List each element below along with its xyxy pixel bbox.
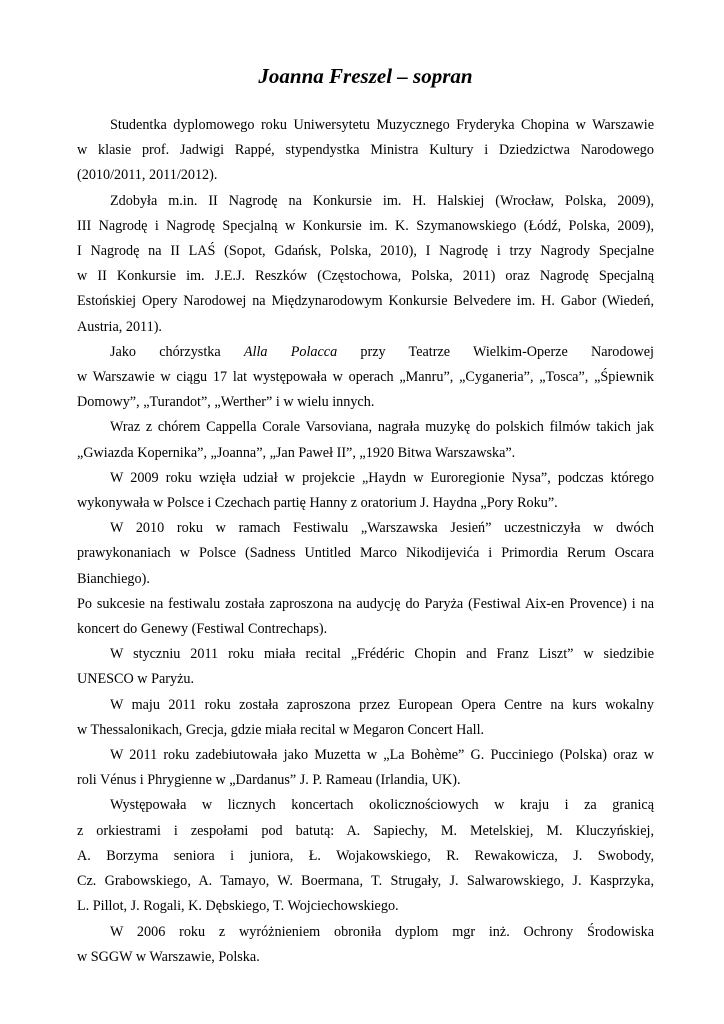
paragraph-paris-geneva xyxy=(77,592,654,642)
paragraph-line: Zdobyła m.in. II Nagrodę na Konkursie im. H. Halskiej (Wrocław, Polska, 2009), xyxy=(110,192,654,209)
paragraph-choir xyxy=(77,340,654,416)
paragraph-unesco xyxy=(77,642,654,692)
paragraph-line: W 2006 roku z wyróżnieniem obroniła dyplom mgr inż. Ochrony Środowiska xyxy=(110,923,654,940)
paragraph-line: Po sukcesie na festiwalu została zaproszona na audycję do Paryża (Festiwal Aix-en Provence) i na xyxy=(77,595,654,612)
paragraph-line: W 2011 roku zadebiutowała jako Muzetta w „La Bohème” G. Pucciniego (Polska) oraz w xyxy=(110,747,654,764)
paragraph-line: W 2009 roku wzięła udział w projekcie „Haydn w Euroregionie Nysa”, podczas którego xyxy=(110,469,654,486)
paragraph-line: roli Vénus i Phrygienne w „Dardanus” J. P. Rameau (Irlandia, UK). xyxy=(77,772,461,789)
paragraph-studies xyxy=(77,113,654,189)
paragraph-awards xyxy=(77,189,654,340)
paragraph-line: w Warszawie w ciągu 17 lat występowała w operach „Manru”, „Cyganeria”, „Tosca”, „Śpiewnik xyxy=(77,369,654,386)
paragraph-line: w klasie prof. Jadwigi Rappé, stypendystka Ministra Kultury i Dziedzictwa Narodowego xyxy=(77,142,654,159)
paragraph-line: Występowała w licznych koncertach okolicznościowych w kraju i za granicą xyxy=(110,797,654,814)
paragraph-line: Wraz z chórem Cappella Corale Varsoviana, nagrała muzykę do polskich filmów takich jak xyxy=(110,419,654,436)
paragraph-line: Estońskiej Opery Narodowej na Międzynarodowym Konkursie Belvedere im. H. Gabor (Wiedeń, xyxy=(77,293,654,310)
text-fragment: Jako chórzystka xyxy=(110,343,221,360)
paragraph-line: Cz. Grabowskiego, A. Tamayo, W. Boermana, T. Strugały, J. Salwarowskiego, J. Kasprzyka, xyxy=(77,873,654,890)
paragraph-diploma xyxy=(77,920,654,970)
paragraph-debut xyxy=(77,743,654,793)
paragraph-line: w Thessalonikach, Grecja, gdzie miała recital w Megaron Concert Hall. xyxy=(77,721,485,738)
paragraph-line: Bianchiego). xyxy=(77,570,150,587)
paragraph-line: L. Pillot, J. Rogali, K. Dębskiego, T. Wojciechowskiego. xyxy=(77,898,399,915)
paragraph-concerts xyxy=(77,793,654,919)
paragraph-line: W 2010 roku w ramach Festiwalu „Warszawska Jesień” uczestniczyła w dwóch xyxy=(110,520,654,537)
paragraph-line: koncert do Genewy (Festiwal Contrechaps). xyxy=(77,621,328,638)
paragraph-opera-centre xyxy=(77,693,654,743)
choir-name-italic: Alla Polacca xyxy=(243,343,338,360)
paragraph-line: prawykonaniach w Polsce (Sadness Untitled Marco Nikodijevića i Primordia Rerum Oscara xyxy=(77,545,654,562)
paragraph-line: A. Borzyma seniora i juniora, Ł. Wojakowskiego, R. Rewakowicza, J. Swobody, xyxy=(77,847,654,864)
paragraph-line: Domowy”, „Turandot”, „Werther” i w wielu innych. xyxy=(77,394,375,411)
paragraph-line: w II Konkursie im. J.E.J. Reszków (Częstochowa, Polska, 2011) oraz Nagrodę Specjalną xyxy=(77,268,654,285)
paragraph-warsaw-autumn xyxy=(77,516,654,592)
text-fragment: przy Teatrze Wielkim-Operze Narodowej xyxy=(360,343,654,360)
paragraph-line: (2010/2011, 2011/2012). xyxy=(77,167,218,184)
paragraph-line xyxy=(77,340,654,365)
document-page xyxy=(77,62,654,970)
paragraph-line: I Nagrodę na II LAŚ (Sopot, Gdańsk, Polska, 2010), I Nagrodę i trzy Nagrody Specjalne xyxy=(77,243,654,260)
paragraph-line: W styczniu 2011 roku miała recital „Frédéric Chopin and Franz Liszt” w siedzibie xyxy=(110,646,654,663)
paragraph-line: Studentka dyplomowego roku Uniwersytetu Muzycznego Fryderyka Chopina w Warszawie xyxy=(110,117,654,133)
paragraph-line: W maju 2011 roku została zaproszona przez European Opera Centre na kurs wokalny xyxy=(110,696,654,713)
paragraph-haydn xyxy=(77,466,654,516)
paragraph-line: Austria, 2011). xyxy=(77,318,162,335)
paragraph-line: z orkiestrami i zespołami pod batutą: A. Sapiechy, M. Metelskiej, M. Kluczyńskiej, xyxy=(77,822,654,839)
document-title: Joanna Freszel – sopran xyxy=(258,64,473,88)
paragraph-films xyxy=(77,415,654,465)
paragraph-line: w SGGW w Warszawie, Polska. xyxy=(77,948,260,965)
paragraph-line: „Gwiazda Kopernika”, „Joanna”, „Jan Paweł II”, „1920 Bitwa Warszawska”. xyxy=(77,444,516,461)
paragraph-line: III Nagrodę i Nagrodę Specjalną w Konkursie im. K. Szymanowskiego (Łódź, Polska, 2009), xyxy=(77,217,654,234)
paragraph-line: wykonywała w Polsce i Czechach partię Hanny z oratorium J. Haydna „Pory Roku”. xyxy=(77,495,558,512)
paragraph-line: UNESCO w Paryżu. xyxy=(77,671,195,688)
